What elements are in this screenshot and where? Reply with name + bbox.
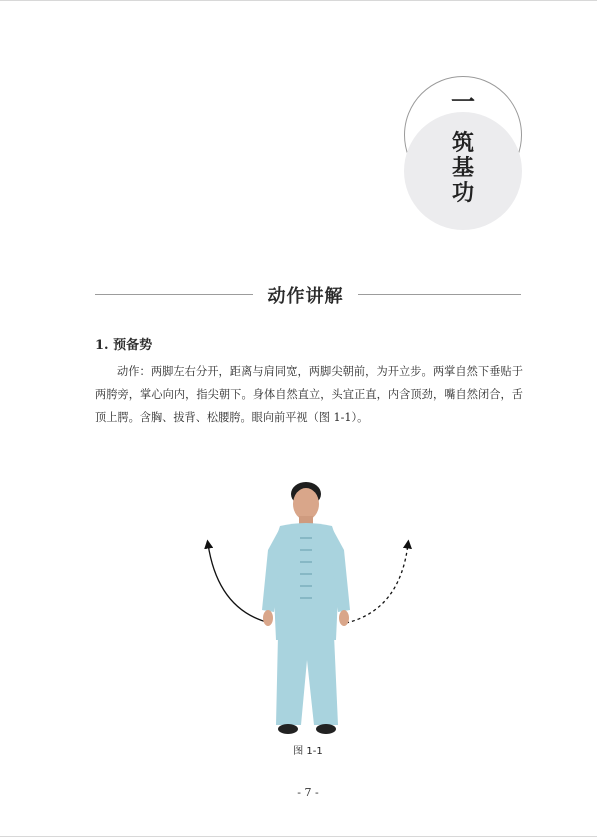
- person-figure: [262, 482, 350, 734]
- chapter-title: 筑基功: [451, 130, 474, 206]
- page-top-border: [0, 0, 597, 1]
- section-title: 动作讲解: [267, 286, 344, 307]
- page-bottom-border: [0, 836, 597, 837]
- left-arrow: [208, 544, 270, 623]
- figure-caption: 图 1-1: [293, 746, 323, 757]
- figure-illustration: [180, 470, 430, 750]
- section-divider-left: [95, 294, 253, 295]
- subsection-title: 1. 预备势: [95, 338, 153, 353]
- body-paragraph: 动作：两脚左右分开，距离与肩同宽，两脚尖朝前，为开立步。两掌自然下垂贴于两胯旁，掌心向内，指尖朝下。身体自然直立，头宜正直，内含顶劲，嘴自然闭合，舌顶上腭。含胸、拔背、松腰胯。眼向前平视（图 1-1）。: [95, 365, 523, 424]
- page-number: - 7 -: [297, 786, 319, 799]
- section-divider-right: [358, 294, 521, 295]
- chapter-number: 一: [451, 87, 475, 116]
- right-arrow: [346, 544, 408, 623]
